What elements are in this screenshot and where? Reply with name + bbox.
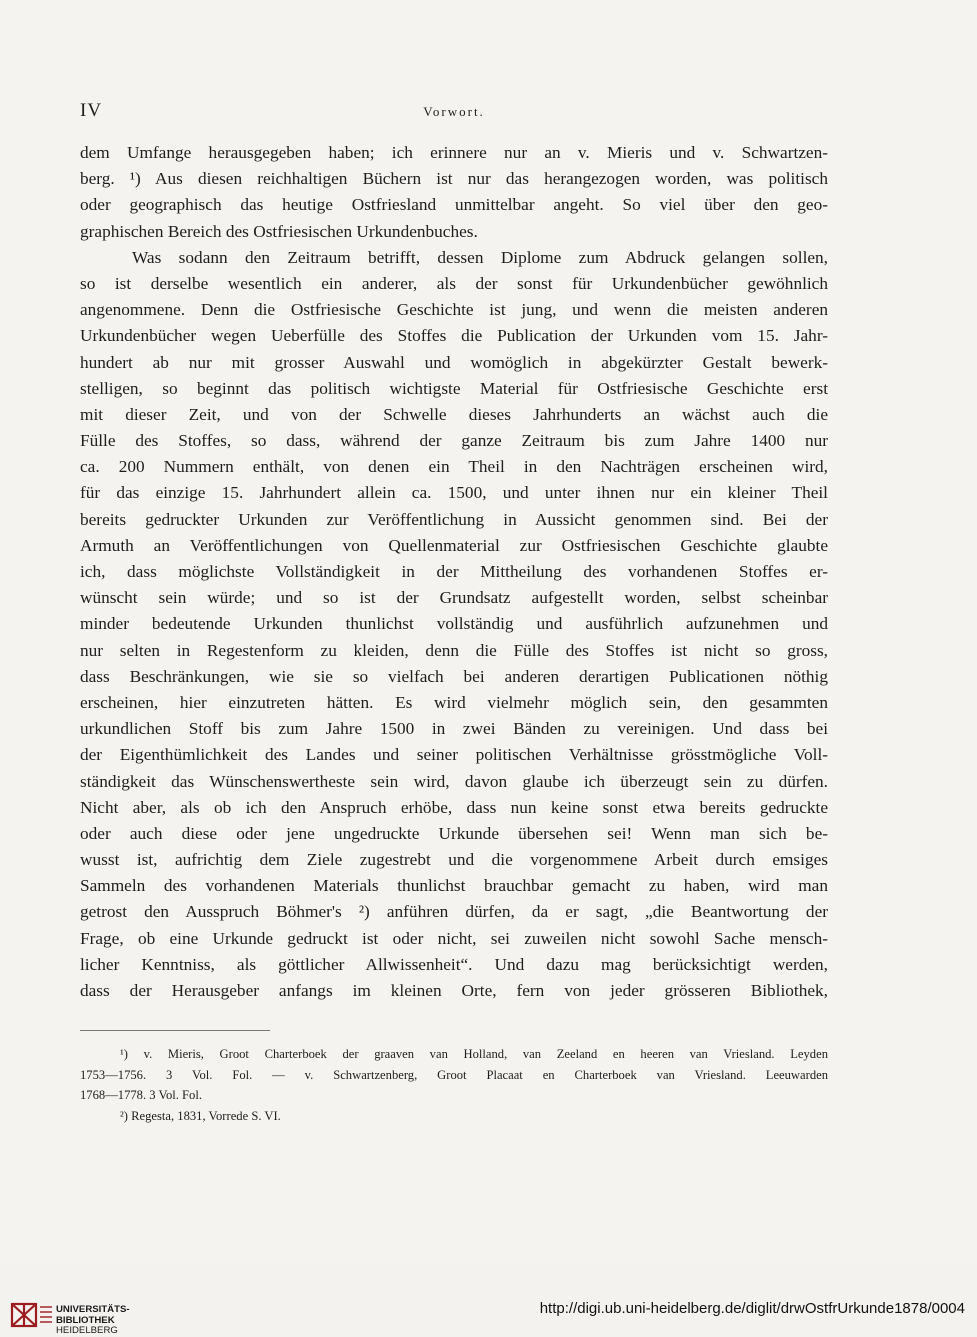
text-line: so ist derselbe wesentlich ein anderer, als der sonst für Urkundenbücher gewöhnlich bbox=[80, 273, 828, 293]
page-number: IV bbox=[80, 100, 103, 121]
footnote-rule bbox=[80, 1030, 270, 1031]
text-line: Nicht aber, als ob ich den Anspruch erhöbe, dass nun keine sonst etwa bereits gedruckte bbox=[80, 797, 828, 817]
text-line: Frage, ob eine Urkunde gedruckt ist oder nicht, sei zuweilen nicht sowohl Sache mensch- bbox=[80, 928, 828, 948]
text-line: bereits gedruckter Urkunden zur Veröffentlichung in Aussicht genommen sind. Bei der bbox=[80, 509, 828, 529]
text-line: ständigkeit das Wünschenswertheste sein wird, davon glaube ich überzeugt sein zu dürfen. bbox=[80, 771, 828, 791]
text-line: Armuth an Veröffentlichungen von Quellenmaterial zur Ostfriesischen Geschichte glaubte bbox=[80, 535, 828, 555]
text-line: dass der Herausgeber anfangs im kleinen Orte, fern von jeder grösseren Bibliothek, bbox=[80, 981, 828, 1000]
permalink-url[interactable]: http://digi.ub.uni-heidelberg.de/diglit/drwOstfrUrkunde1878/0004 bbox=[539, 1300, 965, 1317]
text-line: ich, dass möglichste Vollständigkeit in der Mittheilung des vorhandenen Stoffes er- bbox=[80, 562, 828, 581]
text-line: minder bedeutende Urkunden thunlichst vollständig und ausführlich aufzunehmen und bbox=[80, 614, 828, 634]
text-line: graphischen Bereich des Ostfriesischen Urkundenbuches. bbox=[80, 221, 478, 241]
text-line: ca. 200 Nummern enthält, von denen ein Theil in den Nachträgen erscheinen wird, bbox=[80, 457, 828, 477]
text-line: Fülle des Stoffes, so dass, während der ganze Zeitraum bis zum Jahre 1400 nur bbox=[80, 431, 828, 451]
text-line: dem Umfange herausgegeben haben; ich erinnere nur an v. Mieris und v. Schwartzen- bbox=[80, 143, 828, 162]
library-name-line: UNIVERSITÄTS- bbox=[56, 1304, 130, 1315]
running-title: Vorwort. bbox=[423, 104, 485, 119]
text-line: der Eigenthümlichkeit des Landes und seiner politischen Verhältnisse grösstmögliche Voll- bbox=[80, 745, 828, 765]
viewer-footer bbox=[0, 1262, 977, 1332]
text-line: für das einzige 15. Jahrhundert allein ca. 1500, und unter ihnen nur ein kleiner Theil bbox=[80, 483, 828, 503]
library-name-line: HEIDELBERG bbox=[56, 1325, 118, 1336]
text-line: hundert ab nur mit grosser Auswahl und womöglich in abgekürzter Gestalt bewerk- bbox=[80, 352, 828, 372]
text-line: angenommene. Denn die Ostfriesische Geschichte ist jung, und wenn die meisten anderen bbox=[80, 300, 828, 320]
text-line: dass Beschränkungen, wie sie so vielfach bei anderen derartigen Publicationen nöthig bbox=[80, 666, 828, 686]
text-line: wusst ist, aufrichtig dem Ziele zugestrebt und die vorgenommene Arbeit durch emsiges bbox=[80, 850, 828, 870]
footnotes bbox=[80, 1044, 828, 1126]
text-line: berg. ¹) Aus diesen reichhaltigen Büchern ist nur das herangezogen worden, was politisch bbox=[80, 169, 828, 189]
footnote-line: ¹) v. Mieris, Groot Charterboek der graaven van Holland, van Zeeland en heeren van Vriesland. Leyden bbox=[120, 1047, 828, 1061]
text-line: erscheinen, hier einzutreten hätten. Es wird vielmehr möglich sein, den gesammten bbox=[80, 692, 828, 712]
text-line: wünscht sein würde; und so ist der Grundsatz aufgestellt worden, selbst scheinbar bbox=[80, 588, 828, 608]
footnote-line: 1768—1778. 3 Vol. Fol. bbox=[80, 1088, 202, 1102]
text-line: Urkundenbücher wegen Ueberfülle des Stoffes die Publication der Urkunden vom 15. Jahr- bbox=[80, 326, 828, 346]
library-logo-icon bbox=[10, 1301, 54, 1329]
text-line: oder geographisch das heutige Ostfriesland unmittelbar angeht. So viel über den geo- bbox=[80, 195, 828, 215]
text-line: mit dieser Zeit, und von der Schwelle dieses Jahrhunderts an wächst auch die bbox=[80, 404, 828, 424]
text-line: licher Kenntniss, als göttlicher Allwissenheit“. Und dazu mag berücksichtigt werden, bbox=[80, 954, 828, 974]
footnote-line: ²) Regesta, 1831, Vorrede S. VI. bbox=[120, 1108, 281, 1123]
library-name-line: BIBLIOTHEK bbox=[56, 1314, 115, 1326]
text-line: Sammeln des vorhandenen Materials thunlichst brauchbar gemacht zu haben, wird man bbox=[80, 876, 828, 896]
text-line: Was sodann den Zeitraum betrifft, dessen Diplome zum Abdruck gelangen sollen, bbox=[132, 247, 828, 267]
text-line: oder auch diese oder jene ungedruckte Urkunde übersehen sei! Wenn man sich be- bbox=[80, 823, 828, 843]
text-line: urkundlichen Stoff bis zum Jahre 1500 in zwei Bänden zu vereinigen. Und dass bei bbox=[80, 719, 828, 739]
text-line: nur selten in Regestenform zu kleiden, denn die Fülle des Stoffes ist nicht so gross, bbox=[80, 640, 828, 660]
page-header bbox=[80, 100, 828, 134]
footnote-line: 1753—1756. 3 Vol. Fol. — v. Schwartzenberg, Groot Placaat en Charterboek van Vriesland. Leeuwarden bbox=[80, 1067, 828, 1082]
text-line: stelligen, so beginnt das politisch wichtigste Material für Ostfriesische Geschichte erst bbox=[80, 378, 828, 398]
body-text bbox=[80, 140, 828, 1004]
text-line: getrost den Ausspruch Böhmer's ²) anführen dürfen, da er sagt, „die Beantwortung der bbox=[80, 902, 828, 922]
